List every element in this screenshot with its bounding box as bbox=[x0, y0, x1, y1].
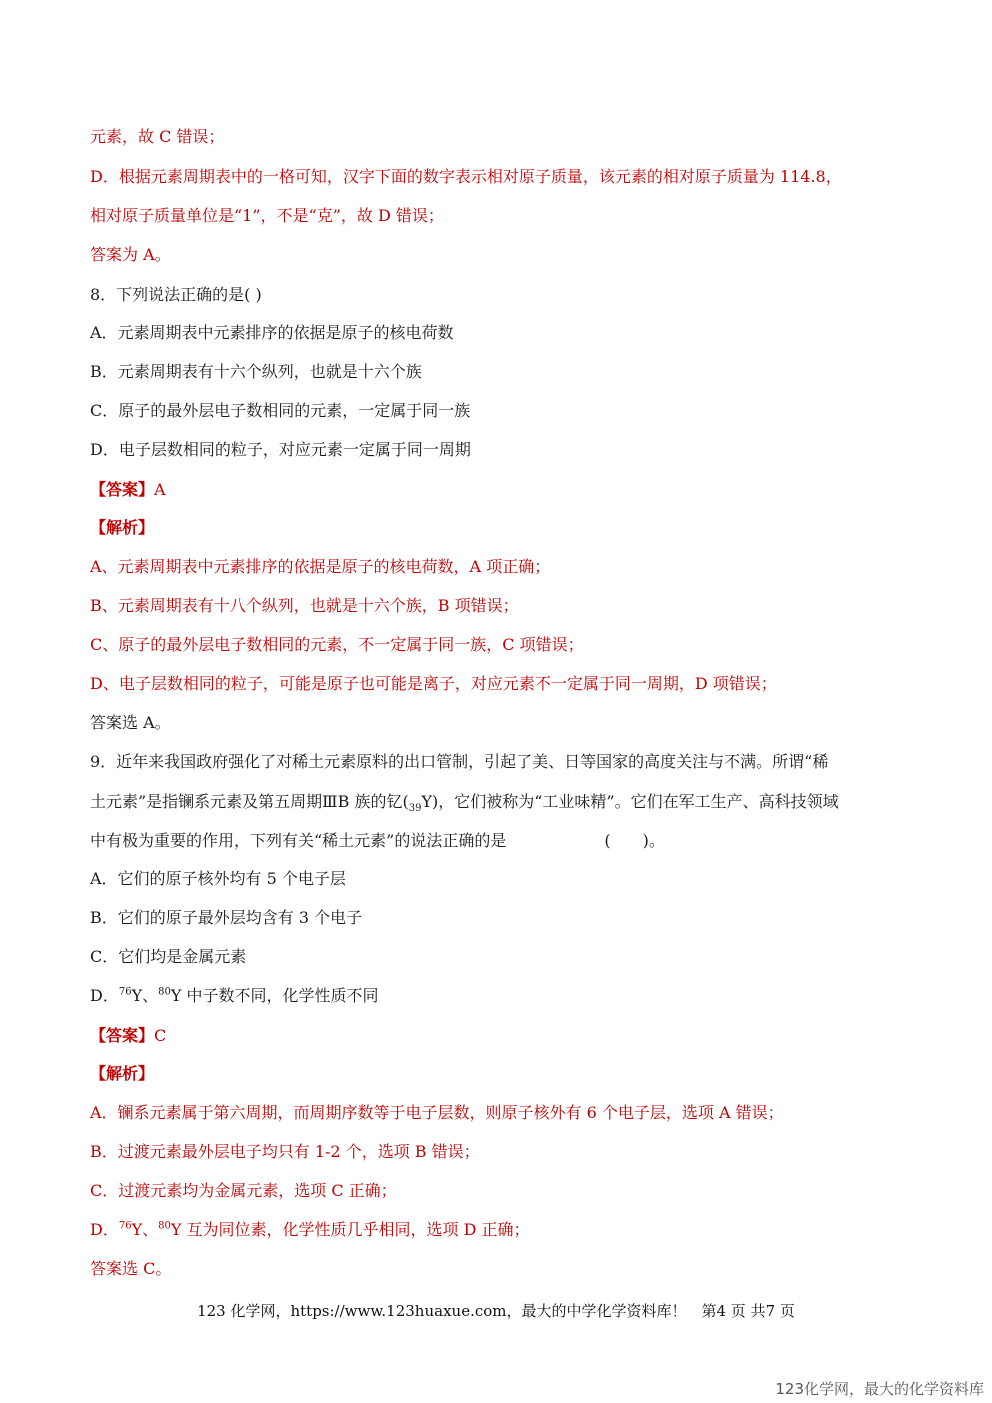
q8-explanation-a: A、元素周期表中元素排序的依据是原子的核电荷数，A 项正确； bbox=[90, 557, 551, 576]
q8-explanation-c: C、原子的最外层电子数相同的元素，不一定属于同一族，C 项错误； bbox=[90, 635, 584, 654]
q8-option-b: B．元素周期表有十六个纵列，也就是十六个族 bbox=[90, 362, 422, 381]
q9-option-c: C．它们均是金属元素 bbox=[90, 947, 247, 966]
q9-analysis-tag: 【解析】 bbox=[90, 1064, 155, 1083]
q8-explanation-b: B、元素周期表有十八个纵列，也就是十六个族，B 项错误； bbox=[90, 596, 519, 615]
q8-analysis-tag: 【解析】 bbox=[90, 518, 155, 537]
q9-explanation-c: C．过渡元素均为金属元素，选项 C 正确； bbox=[90, 1181, 397, 1200]
prev-explanation-line-2: D．根据元素周期表中的一格可知，汉字下面的数字表示相对原子质量，该元素的相对原子质量为 114.8， bbox=[90, 167, 842, 186]
q9-stem-line-2: 土元素”是指镧系元素及第五周期ⅢB 族的钇$(_{39}Y)$，它们被称为“工业味精”。它们在军工生产、高科技领域 bbox=[90, 792, 839, 815]
atomic-number-subscript: 39 bbox=[408, 803, 422, 815]
q8-final-answer: 答案选 A。 bbox=[90, 713, 171, 732]
q9-answer-tag: 【答案】 bbox=[90, 1026, 155, 1045]
q9-explanation-d: D．$^{76}$Y、$^{80}$Y 互为同位素，化学性质几乎相同，选项 D 正确； bbox=[90, 1220, 530, 1239]
q8-option-d: D．电子层数相同的粒子，对应元素一定属于同一周期 bbox=[90, 440, 471, 459]
q9-option-d: D．$^{76}$Y、$^{80}$Y 中子数不同，化学性质不同 bbox=[90, 986, 379, 1005]
q9-final-answer: 答案选 C。 bbox=[90, 1259, 172, 1278]
q9-answer-blank: ( )。 bbox=[604, 831, 665, 850]
q9-answer-value: C bbox=[154, 1026, 167, 1045]
prev-explanation-line-3: 相对原子质量单位是“1”，不是“克”，故 D 错误； bbox=[90, 206, 444, 225]
q8-answer-tag: 【答案】 bbox=[90, 480, 155, 499]
prev-explanation-line-1: 元素，故 C 错误； bbox=[90, 127, 225, 146]
q9-explanation-b: B．过渡元素最外层电子均只有 1-2 个，选项 B 错误； bbox=[90, 1142, 480, 1161]
q9-stem-line-1: 9．近年来我国政府强化了对稀土元素原料的出口管制，引起了美、日等国家的高度关注与不满。所谓“稀 bbox=[90, 752, 829, 771]
q8-stem: 8．下列说法正确的是( ) bbox=[90, 285, 262, 304]
prev-answer-line: 答案为 A。 bbox=[90, 245, 171, 264]
q9-option-b: B．它们的原子最外层均含有 3 个电子 bbox=[90, 908, 363, 927]
q9-option-a: A．它们的原子核外均有 5 个电子层 bbox=[90, 869, 346, 888]
q8-explanation-d: D、电子层数相同的粒子，可能是原子也可能是离子，对应元素不一定属于同一周期，D 项错误； bbox=[90, 674, 777, 693]
page-footer: 123 化学网，https://www.123huaxue.com，最大的中学化学资料库！ 第4 页 共7 页 bbox=[197, 1302, 795, 1320]
q9-stem-line-3: 中有极为重要的作用，下列有关“稀土元素”的说法正确的是 ( )。 bbox=[90, 831, 665, 850]
q9-explanation-a: A．镧系元素属于第六周期，而周期序数等于电子层数，则原子核外有 6 个电子层，选项 A 错误； bbox=[90, 1103, 784, 1122]
q8-answer-value: A bbox=[154, 480, 166, 499]
watermark: 123化学网，最大的化学资料库 bbox=[775, 1380, 984, 1398]
q8-option-c: C．原子的最外层电子数相同的元素，一定属于同一族 bbox=[90, 401, 471, 420]
q8-answer bbox=[90, 480, 166, 500]
q9-answer bbox=[90, 1026, 166, 1046]
q8-option-a: A．元素周期表中元素排序的依据是原子的核电荷数 bbox=[90, 323, 454, 342]
